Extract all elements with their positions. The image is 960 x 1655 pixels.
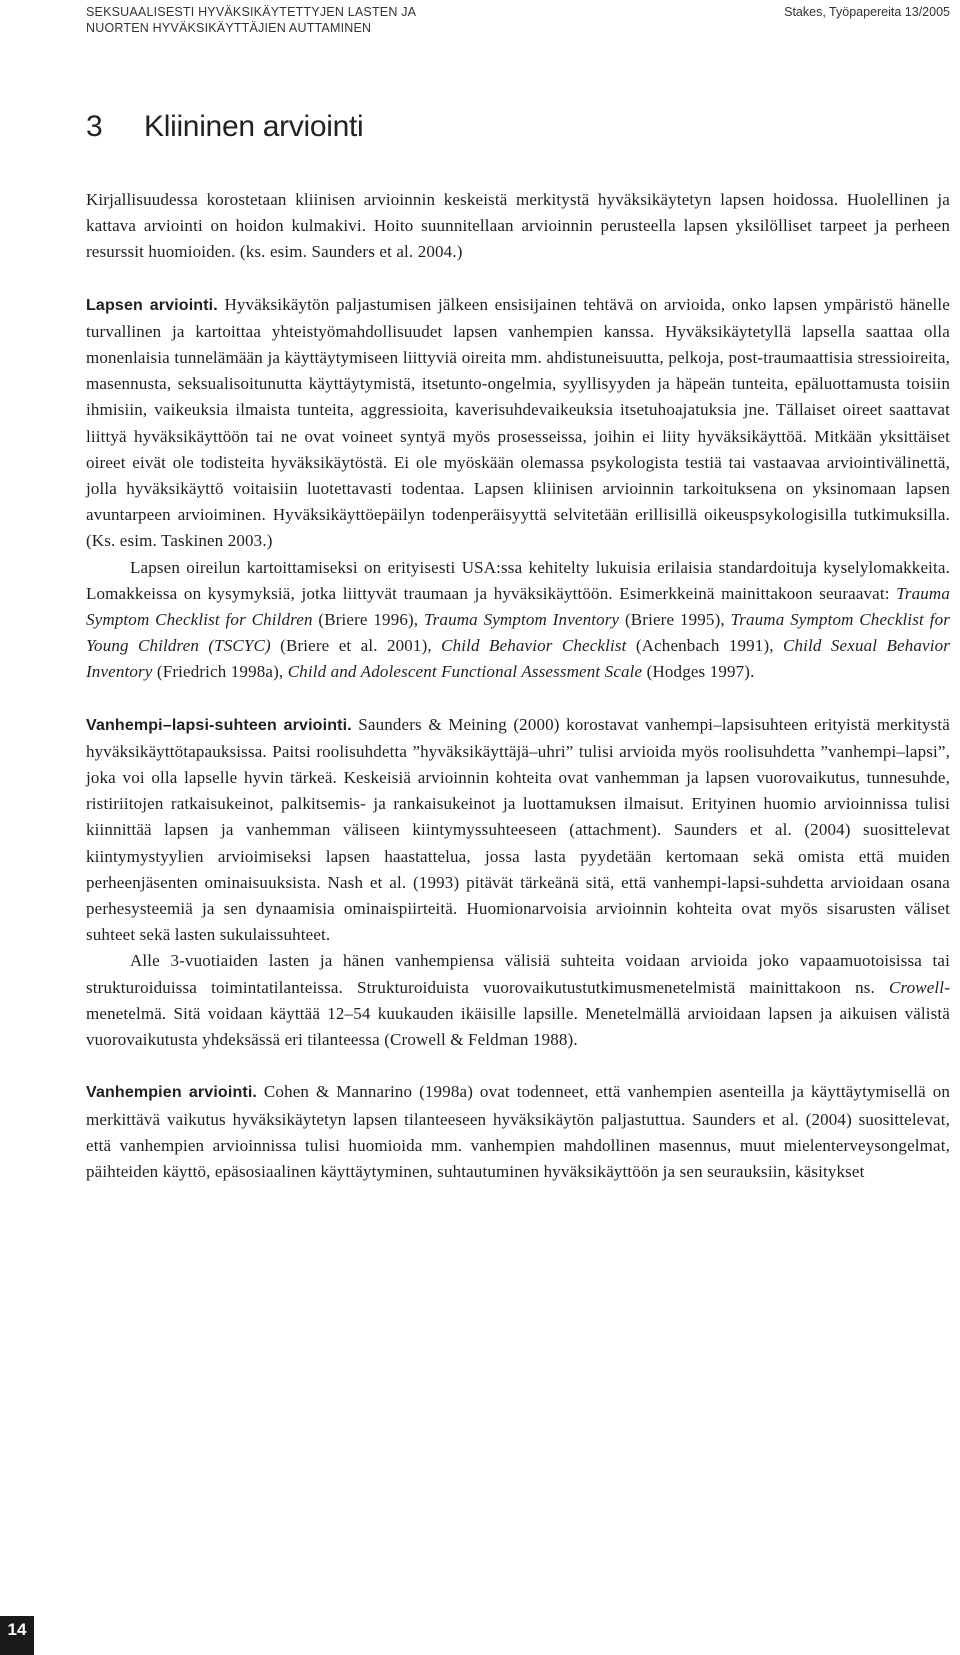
section-child-assessment xyxy=(86,292,950,555)
instrument-title: Child and Adolescent Functional Assessment Scale xyxy=(287,662,643,682)
text-run: (Friedrich 1998a), xyxy=(152,662,288,682)
running-header-left xyxy=(86,4,506,36)
chapter-heading xyxy=(86,107,363,147)
paragraph-text: Cohen & Mannarino (1998a) ovat todenneet, että vanhempien asenteilla ja käyttäytymisellä on merkittävä vaikutus hyväksikäytetyn lapsen tilanteeseen hyväksikäytön paljastuttua. Saunders et al. (2004) suosittelevat, että vanhempien arvioinnissa tulisi huomioida mm. vanhempien mahdollinen masennus, muut mielenterveysongelmat, päihteiden käyttö, epäsosiaalinen käyttäytyminen, suhtautuminen hyväksikäyttöön ja sen seurauksiin, käsitykset xyxy=(86,1082,950,1181)
instrument-title: Child Sexual Behavior Inventory xyxy=(86,636,950,682)
body-text xyxy=(86,187,950,1185)
section-lead-parent-assessment: Vanhempien arviointi. xyxy=(86,1084,258,1102)
text-run: (Achenbach 1991), xyxy=(626,636,784,656)
method-name: Crowell xyxy=(888,977,945,997)
text-run: Alle 3-vuotiaiden lasten ja hänen vanhempiensa välisiä suhteita voidaan arvioida joko vapaamuotoisissa tai strukturoiduissa toimintatilanteissa. Strukturoiduista vuorovaikutustutkimusmenetelmistä mainittakoon ns. xyxy=(86,951,950,997)
text-run: Lapsen oireilun kartoittamiseksi on erityisesti USA:ssa kehitelty lukuisia erilaisia standardoituja kyselylomakkeita. Lomakkeissa on kysymyksiä, jotka liittyvät traumaan ja hyväksikäyttöön. Esimerkkeinä mainittakoon seuraavat: xyxy=(86,557,950,603)
running-header-right: Stakes, Työpapereita 13/2005 xyxy=(784,5,950,19)
running-header-line-1: SEKSUAALISESTI HYVÄKSIKÄYTETTYJEN LASTEN JA xyxy=(86,5,417,19)
text-run: (Briere 1995), xyxy=(619,610,731,630)
paragraph-questionnaires xyxy=(86,555,950,686)
text-run: -menetelmä. Sitä voidaan käyttää 12–54 kuukauden ikäisille lapsille. Menetelmällä arvioidaan lapsen ja aikuisen välistä vuorovaikutusta yhdeksässä eri tilanteessa (Crowell & Feldman 1988). xyxy=(86,977,950,1050)
section-parent-assessment xyxy=(86,1079,950,1185)
text-run: (Briere 1996), xyxy=(312,610,424,630)
chapter-number: 3 xyxy=(86,110,103,143)
instrument-title: Trauma Symptom Checklist for Young Children (TSCYC) xyxy=(86,610,950,656)
section-lead-parent-child: Vanhempi–lapsi-suhteen arviointi. xyxy=(86,716,352,734)
text-run: (Hodges 1997). xyxy=(642,662,755,682)
running-header-line-2: NUORTEN HYVÄKSIKÄYTTÄJIEN AUTTAMINEN xyxy=(86,21,372,35)
paragraph-text: Hyväksikäytön paljastumisen jälkeen ensisijainen tehtävä on arvioida, onko lapsen ympäristö hänelle turvallinen ja kartoittaa yhteistyömahdollisuudet lapsen vanhempien kanssa. Hyväksikäytetyllä lapsella saattaa olla monenlaisia tunnelämään ja käyttäytymiseen liittyviä oireita mm. ahdistuneisuutta, pelkoja, post-traumaattisia stressioireita, masennusta, seksualisoitunutta käyttäytymistä, itsetunto-ongelmia, syyllisyyden ja häpeän tunteita, epäluottamusta toisiin ihmisiin, vaikeuksia ilmaista tunteita, aggressioita, kaverisuhdevaikeuksia itsetuhoajatuksia jne. Tällaiset oireet saattavat liittyä hyväksikäyttöön tai ne ovat voineet syntyä myös prosesseissa, joihin ei liity hyväksikäyttöä. Mitkään yksittäiset oireet eivät ole todisteita hyväksikäytöstä. Ei ole myöskään olemassa psykologista testiä tai vastaavaa arviointivälinettä, jolla hyväksikäyttö voitaisiin luotettavasti todentaa. Lapsen kliinisen arvioinnin tarkoituksena on yksinomaan lapsen avuntarpeen arvioiminen. Hyväksikäyttöepäilyn todenperäisyyttä selvitetään erillisillä oikeuspsykologisilla tutkimuksilla. (Ks. esim. Taskinen 2003.) xyxy=(86,294,950,551)
instrument-title: Trauma Symptom Checklist for Children xyxy=(86,583,950,630)
text-run: (Briere et al. 2001), xyxy=(270,636,442,656)
instrument-title: Child Behavior Checklist xyxy=(441,636,627,656)
section-lead-child-assessment: Lapsen arviointi. xyxy=(86,296,218,314)
intro-paragraph: Kirjallisuudessa korostetaan kliinisen arvioinnin keskeistä merkitystä hyväksikäytetyn lapsen hoidossa. Huolellinen ja kattava arviointi on hoidon kulmakivi. Hoito suunnitellaan arvioinnin perusteella lapsen yksilölliset tarpeet ja perheen resurssit huomioiden. (ks. esim. Saunders et al. 2004.) xyxy=(86,190,950,262)
paragraph-under-three xyxy=(86,948,950,1053)
chapter-title: Kliininen arviointi xyxy=(144,110,364,143)
section-parent-child-relationship xyxy=(86,712,950,949)
paragraph-text: Saunders & Meining (2000) korostavat vanhempi–lapsisuhteen erityistä merkitystä hyväksikäyttötapauksissa. Paitsi roolisuhdetta ”hyväksikäyttäjä–uhri” tulisi arvioida myös roolisuhdetta ”vanhempi–lapsi”, joka voi olla lapselle hyvin tärkeä. Keskeisiä arvioinnin kohteita ovat vanhemman ja lapsen vuorovaikutus, tunnesuhde, ristiriitojen ratkaisukeinot, palkitsemis- ja rankaisukeinot ja luottamuksen ilmaisut. Erityinen huomio arvioinnissa tulisi kiinnittää lapsen ja vanhemman väliseen kiintymyssuhteeseen (attachment). Saunders et al. (2004) suosittelevat kiintymystyylien arvioimiseksi lapsen haastattelua, jossa lasta pyydetään kertomaan sekä omista että muiden perheenjäsenten ominaisuuksista. Nash et al. (1993) pitävät tärkeänä sitä, että vanhempi-lapsi-suhdetta arvioidaan osana perhesysteemiä ja sen dynaamisia ominaispiirteitä. Huomionarvoisia arvioinnin kohteita ovat myös sisarusten väliset suhteet sekä lasten sukulaissuhteet. xyxy=(86,714,950,945)
instrument-title: Trauma Symptom Inventory xyxy=(423,610,620,630)
page-number: 14 xyxy=(7,1620,27,1639)
